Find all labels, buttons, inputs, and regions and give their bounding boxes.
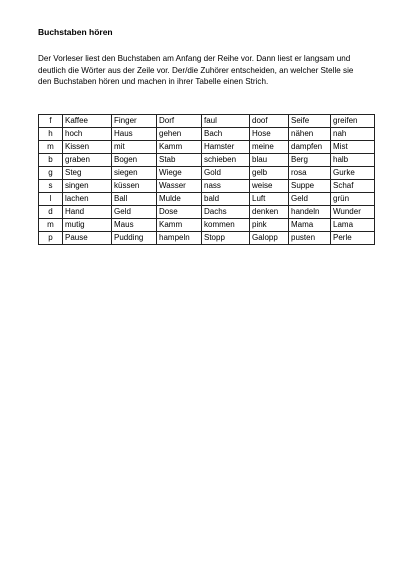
word-cell: Maus	[112, 219, 157, 232]
word-cell: Geld	[112, 206, 157, 219]
word-cell: Perle	[331, 232, 375, 245]
word-cell: Kissen	[63, 141, 112, 154]
letter-cell: g	[39, 167, 63, 180]
word-cell: siegen	[112, 167, 157, 180]
word-cell: Dose	[157, 206, 202, 219]
letter-cell: f	[39, 115, 63, 128]
word-cell: nähen	[289, 128, 331, 141]
word-cell: Wiege	[157, 167, 202, 180]
table-row	[39, 232, 375, 245]
letter-cell: m	[39, 141, 63, 154]
word-cell: Steg	[63, 167, 112, 180]
word-cell: nass	[202, 180, 250, 193]
word-cell: Stopp	[202, 232, 250, 245]
word-cell: grün	[331, 193, 375, 206]
word-cell: Ball	[112, 193, 157, 206]
word-cell: handeln	[289, 206, 331, 219]
word-cell: doof	[250, 115, 289, 128]
word-cell: Hose	[250, 128, 289, 141]
letter-cell: m	[39, 219, 63, 232]
word-cell: dampfen	[289, 141, 331, 154]
word-cell: nah	[331, 128, 375, 141]
letter-cell: h	[39, 128, 63, 141]
word-cell: Schaf	[331, 180, 375, 193]
table-row	[39, 206, 375, 219]
word-cell: gehen	[157, 128, 202, 141]
table-row	[39, 167, 375, 180]
word-cell: hampeln	[157, 232, 202, 245]
word-cell: Gurke	[331, 167, 375, 180]
word-cell: mit	[112, 141, 157, 154]
word-cell: Bogen	[112, 154, 157, 167]
word-cell: Pudding	[112, 232, 157, 245]
word-cell: Gold	[202, 167, 250, 180]
word-cell: Hand	[63, 206, 112, 219]
word-cell: denken	[250, 206, 289, 219]
word-cell: Seife	[289, 115, 331, 128]
word-cell: Kaffee	[63, 115, 112, 128]
word-cell: Dorf	[157, 115, 202, 128]
word-cell: Hamster	[202, 141, 250, 154]
word-cell: Mulde	[157, 193, 202, 206]
word-cell: weise	[250, 180, 289, 193]
word-cell: Geld	[289, 193, 331, 206]
word-cell: kommen	[202, 219, 250, 232]
word-cell: Suppe	[289, 180, 331, 193]
word-cell: greifen	[331, 115, 375, 128]
table-row	[39, 180, 375, 193]
word-cell: mutig	[63, 219, 112, 232]
word-cell: pusten	[289, 232, 331, 245]
table-body	[39, 115, 375, 245]
word-cell: halb	[331, 154, 375, 167]
word-cell: Wunder	[331, 206, 375, 219]
table-row	[39, 219, 375, 232]
word-cell: Mama	[289, 219, 331, 232]
word-cell: hoch	[63, 128, 112, 141]
word-cell: Stab	[157, 154, 202, 167]
word-cell: Bach	[202, 128, 250, 141]
table-row	[39, 128, 375, 141]
word-cell: Lama	[331, 219, 375, 232]
letter-word-table	[38, 114, 375, 245]
letter-cell: d	[39, 206, 63, 219]
letter-cell: b	[39, 154, 63, 167]
word-cell: Kamm	[157, 141, 202, 154]
table-row	[39, 141, 375, 154]
word-cell: lachen	[63, 193, 112, 206]
word-cell: Luft	[250, 193, 289, 206]
word-cell: meine	[250, 141, 289, 154]
word-cell: Wasser	[157, 180, 202, 193]
letter-cell: p	[39, 232, 63, 245]
word-cell: rosa	[289, 167, 331, 180]
table-row	[39, 154, 375, 167]
page-title: Buchstaben hören	[38, 27, 113, 37]
word-cell: faul	[202, 115, 250, 128]
word-cell: pink	[250, 219, 289, 232]
word-cell: singen	[63, 180, 112, 193]
word-cell: Haus	[112, 128, 157, 141]
word-cell: Finger	[112, 115, 157, 128]
word-cell: graben	[63, 154, 112, 167]
word-cell: bald	[202, 193, 250, 206]
word-cell: gelb	[250, 167, 289, 180]
instructions-paragraph: Der Vorleser liest den Buchstaben am Anfang der Reihe vor. Dann liest er langsam und deutlich die Wörter aus der Zeile vor. Der/die Zuhörer entscheiden, an welcher Stelle sie den Buchstaben hören und machen in ihrer Tabelle einen Strich.	[38, 54, 354, 86]
word-cell: Mist	[331, 141, 375, 154]
letter-cell: s	[39, 180, 63, 193]
word-cell: Dachs	[202, 206, 250, 219]
word-cell: Galopp	[250, 232, 289, 245]
word-cell: Berg	[289, 154, 331, 167]
word-cell: schieben	[202, 154, 250, 167]
table-row	[39, 115, 375, 128]
table-row	[39, 193, 375, 206]
letter-cell: l	[39, 193, 63, 206]
word-cell: küssen	[112, 180, 157, 193]
word-cell: Kamm	[157, 219, 202, 232]
word-cell: Pause	[63, 232, 112, 245]
word-cell: blau	[250, 154, 289, 167]
